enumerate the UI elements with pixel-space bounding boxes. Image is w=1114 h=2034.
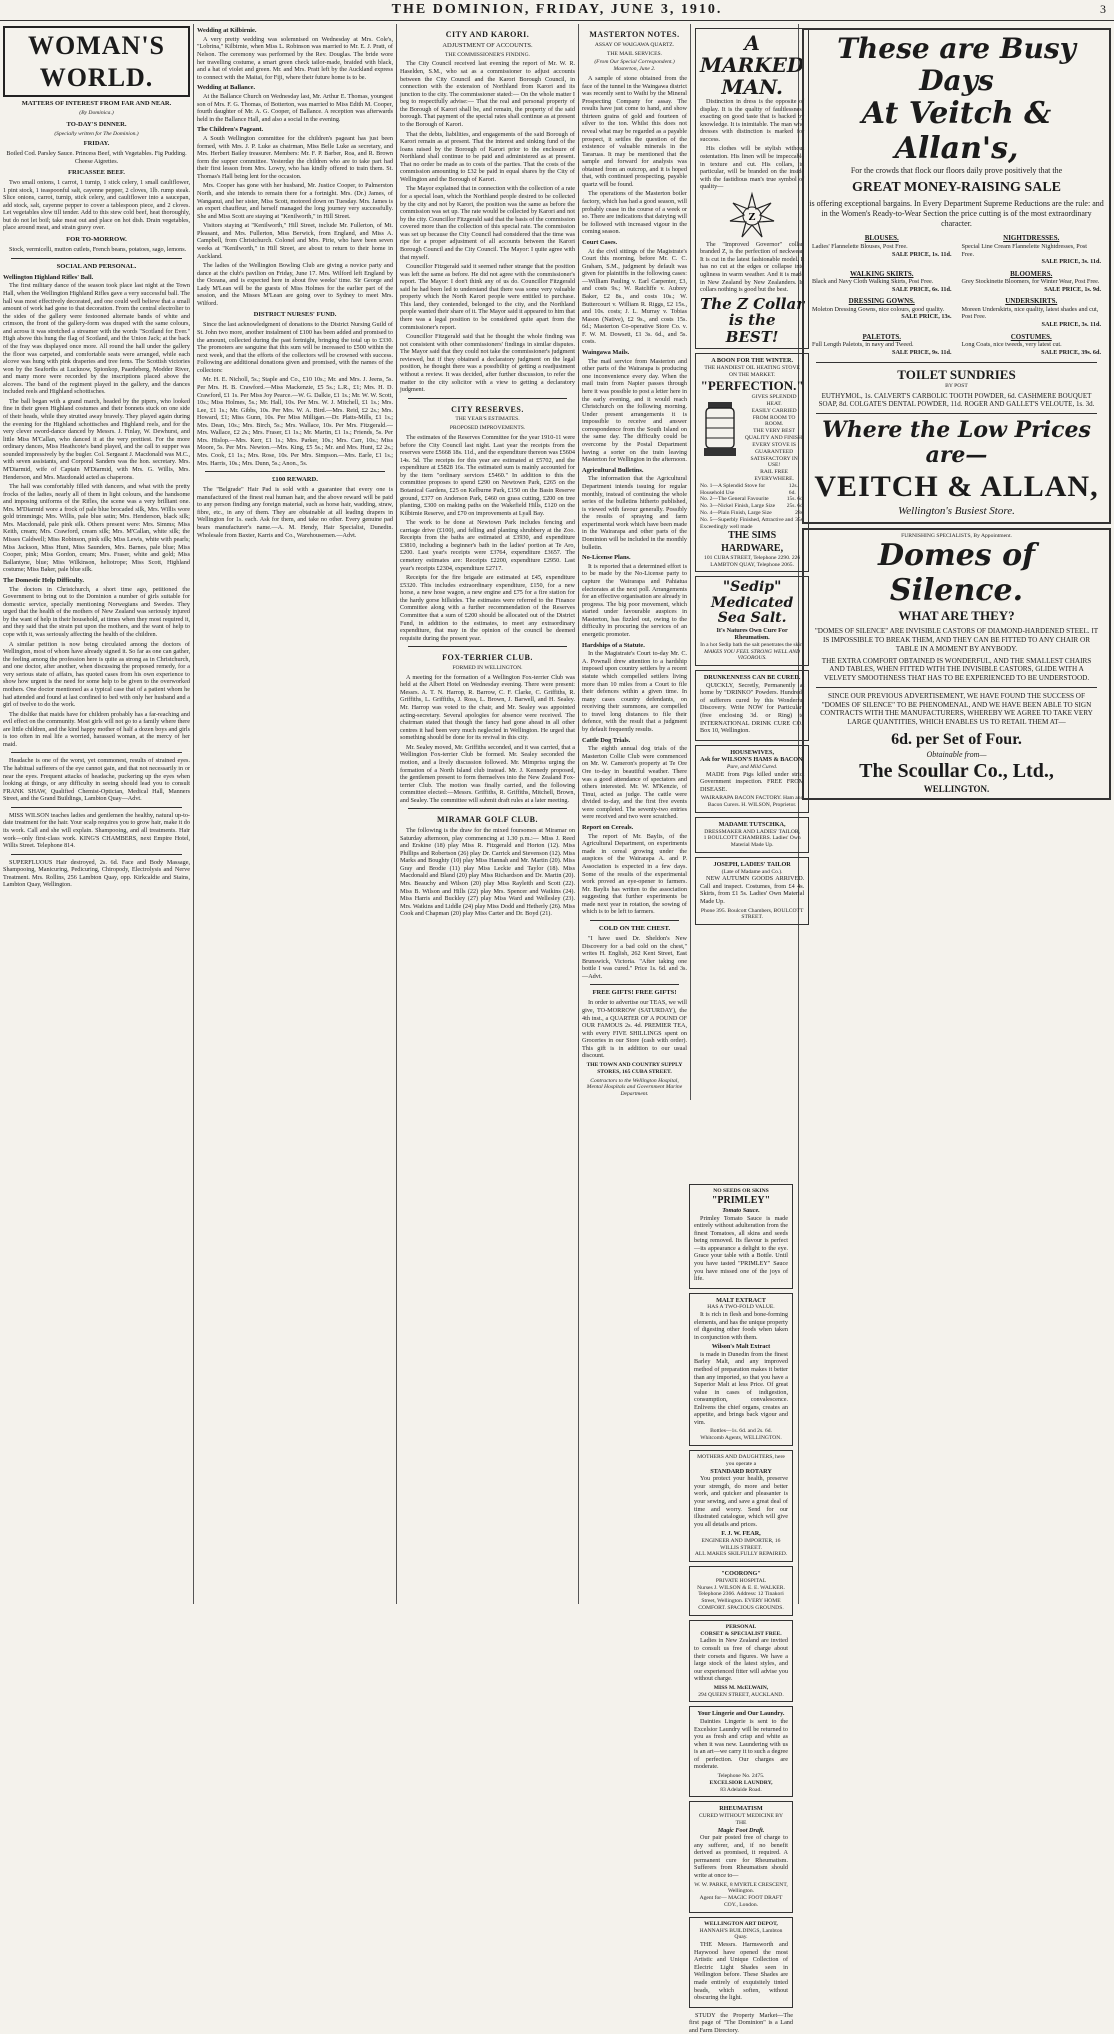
advert-headline: DRUNKENNESS CAN BE CURED. [703,674,801,682]
advert-text: STUDY the Property Market—The first page of "The Dominion" is a Land and Farm Directory. [689,2011,793,2034]
article-note: (Specially written for The Dominion.) [54,131,139,138]
advert-subheading: BY POST [945,383,968,390]
advert-address: 83 Adelaide Road. [720,1786,762,1793]
menu-text: Boiled Cod. Parsley Sauce. Princess Beef, with Vegetables. Fig Pudding. Cheese Aigrettes. [6,149,187,165]
article-subheading: The Domestic Help Difficulty. [3,576,84,584]
article-text: The doctors in Christchurch, a short time ago, petitioned the Government to bring out to the Dominion a number of girls suitable for domestic service, specially mentioning Norwegians and Swedes. They urged that the health of the mothers of New Zealand was seriously injured by the want of help in their household, at times when they most required it, and they said that the strain put upon the mothers, and the want of help to cope with it, was seriously affecting the health of the children. [3,585,190,639]
divider [816,362,1097,363]
article-text: The operations of the Masterton boiler factory, which has had a good season, will probably cease in the course of a week or so. There are indications that dairying will be followed with increased vigour in the coming season. [582,190,687,236]
advert-text: His clothes will be stylish without ostentation. His linen will be impeccable in texture and cut. His collars, in particular, will be branded on the inside with the fastidious man's true symbol of quality— [700,145,805,191]
advert-store: F. J. W. FEAR, [721,1530,761,1538]
article-text: Mrs. Cooper has gone with her husband, Mr. Justice Cooper, to Palmerston North, and she intends to remain there for a fortnight. Mrs. (Dr.) James, of Wanganui, and her sister, Miss Scott, motored down on Tuesday. Mrs. James is an expert chauffeur, and herself managed the long journey very successfully. She and Miss Scott are staying at "Kenilworth," in Hill Street. [197,182,393,220]
advert-text: SUPERFLUOUS Hair destroyed, 2s. 6d. Face and Body Massage, Shampooing, Manicuring, Pedicuring, Chiropody, Electrolysis and Nerve Treatment. Mrs. Rollins, 256 Lambton Quay, opp. Kirkcaldie and Stains, Lambton Quay, Wellington. [3,858,190,889]
article-subheading: Report on Cereals. [582,823,634,831]
advert-tag: Pure, and Mild Cured. [726,763,778,770]
article-subheading: ADJUSTMENT OF ACCOUNTS. [442,41,533,49]
column-masterton [582,24,691,1100]
article-subheading: THE YEAR'S ESTIMATES. [455,416,520,423]
advert-standard-rotary [689,1450,793,1562]
article-subheading: THE MAIL SERVICES. [606,50,663,57]
article-text: Mr. H. E. Nicholl, 5s.; Staple and Co., £10 10s.; Mr. and Mrs. J. Jeens, 5s. Per Mrs. H. B. Crawford.—Miss Mackenzie, £5 5s.; L.R., £1; Mrs. H. D. Crawford, £1 1s. Per Miss Joy Pearce.—W. G. Dalkie, £1 1s.; Mr. W. W. Scott, 10s.; Miss Holmes, 5s.; Mr. Hall, 10s. Per Mrs. W. J. Mitchell, £1 1s.; Mrs. Lee, £1 1s.; Mr. Gibbs, 10s. Per Mrs. W. A. Bird.—Mrs. Reid, £2 2s.; Mrs. Howard, £1; Miss Gunn, 10s. Per Miss Milligan.—Dr. Platts-Mills, £1 1s.; Mrs. Dean, 10s.; Mrs. Birch, 5s.; Mrs. Wallace, 10s. Per Mrs. Fitzgerald.—Mrs. Wallace, £2 2s.; Mrs. Fraser, £1 1s.; Mr. Martin, £1 1s.; Friends, 5s. Per Mrs. Hislop.—Mrs. Kerr, £1 1s.; Mrs. Parker, 10s.; Mrs. Carr, 10s.; Miss Moore, 5s. Per Mrs. Newton.—Mrs. King, £5 5s.; Mr. and Mrs. Hunt, £2 2s.; Mrs. Cook, £1 1s.; Mrs. Rose, 10s. Per Mrs. Simpson.—Mrs. Earle, £1 1s.; Mrs. Harris, 10s.; Mrs. Dunn, 5s.; Anon., 5s. [197,376,393,467]
advert-feature: EASILY CARRIED FROM ROOM TO ROOM. [751,407,797,428]
article-text: That the debts, liabilities, and engagements of the said Borough of Karori remain as at present. That the interest and sinking fund of the loans raised by the Borough of Karori prior to the enclosure of Northland shall continue to be paid and administered as at present. That no order be made as to costs of the parties. That the costs of the commission amounting to £32 be paid in equal shares by the City of Wellington and the Borough of Karori. [400,130,575,183]
advert-text: EUTHYMOL, 1s. CALVERT'S CARBOLIC TOOTH POWDER, 6d. CASHMERE BOUQUET SOAP, 8d. COLGATE'S DENTAL POWDER, 11d. ROGER AND GALLET'S VELOUTE, 1s. 3d. [818,391,1095,409]
advert-store: WAIRARAPA BACON FACTORY. Ham and Bacon Curers. H. WILSON, Proprietor. [700,795,804,809]
advert-product-name: Domes of Silence. [877,538,1036,608]
masthead [0,0,1114,21]
article-text: The eighth annual dog trials of the Masterton Collie Club were commenced on Mr. W. Cameron's property at Te Ore Ore to-day in beautiful weather. There was a good attendance of spectators and others interested. Mr. W. M'Kenzie, of Tinui, acted as judge. The cattle were divided to-day, and the first five events were completed. The seventy-two entries were received and two were scratched. [582,745,687,821]
sale-section-heading: NIGHTDRESSES. [1003,234,1060,243]
article-text: The ladies of the Wellington Bowling Club are giving a novice party and dance at the club's pavilion on Friday, June 17. Mrs. Wilford left England by the Oceana, and is expected here in about five weeks' time. Sir George and Lady M'Lean will be the guests of Miss Holmes for the earlier part of the session, and the Misses M'Lean are going over to Sydney to meet Mrs. Wilford. [197,262,393,307]
article-subheading: ASSAY OF WAIGAWA QUARTZ. [594,41,675,48]
z-star-logo [729,193,775,239]
price-list-item: No. 3—Nickel Finish, Large Size [700,503,776,510]
sale-price: SALE PRICE, 6s. 11d. [892,285,952,293]
byline: (From Our Special Correspondent.) Masterton, June 2. [594,59,675,73]
sale-section [962,234,1102,265]
article-text: The first military dance of the season took place last night at the Town Hall, when the Wellington Highland Rifles gave a very successful ball. The hall was most effectively decorated, and one could well believe that a small amount of work had gone to that decoration. From the central electrolier to the sides of the gallery were festooned alternate bands of white and crimson, the front of the gallery-form was draped with the same colours, and across it was stretched a streamer with the words "Scotland for Ever." High above this hung the flag of Scotland, and the Union Jack; at the back of the fray was displayed once more. All round the hall under the gallery the floor was carpeted, and comfortable seats were arranged, while each alcove was hung with pink draperies and tree ferns. The Scottish victories won by the Seaforths at Lucknow, Spionkop, Paardeberg, Modder River, and many more were recorded by the inscriptions placed above the alcoves. The band of the regiment played in the gallery, and the dances included reels and Highland schottisches. [3,282,190,396]
z-logo-letter: Z [748,210,756,223]
advert-headline: Your Lingerie and Our Laundry. [697,1710,785,1718]
sale-price: SALE PRICE, 13s. [901,313,952,321]
article-heading: TO-DAY'S DINNER. [66,121,127,129]
advert-question: WHAT ARE THEY? [898,608,1015,624]
advert-text: It's Natures Own Cure For Rheumatism. [716,626,788,642]
advert-sedip [695,576,809,666]
spacer [397,1300,403,1606]
price-list-item: No. 5—Superbly Finished, Attractive and Exceedingly well made [700,516,794,530]
article-heading: CITY RESERVES. [451,404,524,414]
price-list-row [700,517,804,531]
advert-product-name: "PRIMLEY" [711,1194,771,1206]
article-text: In the Magistrate's Court to-day Mr. C. A. Pownall drew attention to a hardship imposed upon country settlers by a recent statute which compelled settlers living more than 10 miles from a Court to file their defences within a given time. In many cases country defendants, on receiving their summons, are compelled to travel long distances to file their defence, with the result that a judgment by default frequently results. [582,650,687,733]
advert-art-depot [689,1917,793,2008]
advert-address: HANNAH'S BUILDINGS, Lambton Quay. [699,1927,783,1941]
article-text: A very pretty wedding was solemnised on Wednesday at Mrs. Cole's, "Lobrina," Kilbirnie, when Miss L. Robinson was married to Mr. E. J. Pratt, of Nelson. The ceremony was performed by the Rev. Douglas. The bride wore her travelling costume, a smart green check tailor-made, braided with black, and a hat of violet and green. Mr. and Mrs. Pratt left by the Auckland express to connect with the Maitai, for Fiji, where their future home is to be. [197,35,393,81]
article-subheading: Agricultural Bulletins. [582,466,644,474]
divider [816,687,1097,688]
divider [11,854,182,855]
advert-sale-name: GREAT MONEY-RAISING SALE [851,180,1061,196]
advert-z-collar [695,28,809,349]
sale-section [962,270,1102,294]
article-text: The ball began with a grand march, headed by the pipers, who looked fine in their green Highland costumes and their bonnets stuck on one side of their heads, while they strutted away bravely. They played again during the evening for the Highland schottisches and Highland reels, and for the very clever sword-dance danced by Messrs. J. Finlay, W. Dewhurst, and little Miss M'Callan, who danced it at the very prettiest. For the more ordinary dances, Miss Heathcote's band played, and the call to supper was sounded impressively by the bugler. Col. Sergeant J. Macdonald was M.C., with seven assistants, and Corporal Sanders was the hon. secretary. Mrs. M'Diarmid, wife of Captain M'Diarmid, with Mrs. G. Willis, Mrs. Henderson, and Mrs. Macdonald acted as chaperons. [3,397,190,481]
divider [11,807,182,808]
advert-headline: A MARKED MAN. [700,31,805,99]
advert-price: Bottles—1s. 6d. and 2s. 6d. [710,1428,772,1435]
divider [11,258,182,259]
article-heading: FRICASSEE BEEF. [68,169,125,177]
sale-section-heading: PALETOTS. [862,332,901,341]
advert-headline: "COORONG" [721,1570,761,1578]
advert-product-name: Tomato Sauce. [722,1207,760,1214]
advert-footer: Agent for— MAGIC FOOT DRAFT COY., London. [699,1895,783,1908]
page-number: 3 [1100,2,1106,16]
advert-feature: RAIL FREE EVERYWHERE. [754,469,794,482]
article-subheading: Hardships of a Statute. [582,641,645,649]
advert-text: THE EXTRA COMFORT OBTAINED IS WONDERFUL, AND THE SMALLEST CHAIRS AND TABLES, WHEN FITTED WITH THE INVISIBLE CASTORS, GLIDE WITH A VELVETY SMOOTHNESS THAT HAS TO BE EXPERIENCED TO BE UNDERSTOOD. [821,656,1092,683]
article-text: A sample of stone obtained from the face of the tunnel in the Waingawa district was recently sent to Waihi by the Mineral Prospecting Company for assay. The results have just come to hand, and show thirteen grains of gold and fourteen of silver to the ton. Whilst this does not reveal what may be regarded as a payable prospect, it settles the question of the existence of valuable minerals in the Tararuas. It may be mentioned that the sample and forward for analysis was obtained from an outcrop, and it is hoped that, with continued prospecting, payable quartz will be found. [582,75,687,188]
advert-text: NEW AUTUMN GOODS ARRIVED. Call and inspect. Costumes, from £4 4s. Skirts, from £1 5s. Ladies' Own Material Made Up. [700,875,805,906]
price-list-item: No. 2—The General Favourite [700,496,769,503]
advert-subheading: CURED WITHOUT MEDICINE BY THE [698,1812,784,1826]
advert-product-name: Ask for WILSON'S HAMS & BACON. [700,756,805,764]
article-subheading: Wedding at Kilbirnie. [197,27,257,34]
section-heading: WOMAN'S WORLD. [3,26,190,97]
price-list-price: 15s. 6d. [786,496,805,503]
sale-section [812,270,952,294]
divider [205,471,385,472]
article-heading: COLD ON THE CHEST. [598,924,671,932]
advert-text: Our pair posted free of charge to any sufferer, and, if no benefit derived as promised, it required. A permanent cure for Rheumatism. Sufferers from Rheumatism should write at once to— [694,1834,788,1879]
advert-text: Nurses J. WILSON & E. E. WALKER. [697,1584,785,1591]
column-adverts [695,24,809,1100]
sale-item: Special Line Cream Flannelette Nightdresses, Post Free. [961,242,1087,258]
article-text: Mr. Sealey moved, Mr. Griffiths seconded, and it was carried, that a Wellington Fox-terrier Club be formed. Mr. Sealey seconded the motion, and a lively discussion followed. Mr. Mimpriss urging the formation of a North Island club instead. Mr. J. Kennedy proposed, the gentlemen present to form themselves into the New Zealand Fox-terrier Club. The motion was finally carried, and the following committee elected:—Messrs. Griffiths, R. Griffiths, Mitchell, Brown, and Sealey. The committee will submit draft rules at a later meeting. [400,743,575,804]
article-text: The following is the draw for the mixed foursomes at Miramar on Saturday afternoon, play commencing at 1.30 p.m.:— Miss J. Reed and Erskine (18) play Miss R. Fitzgerald and Horton (12). Miss Phillips and Robertson (26) play Dr. Carrick and Stevenson (12). Miss Marks and Boughty (10) play Miss Hannah and Mr. Martin (20). Miss Gray and Brodie (11) play Miss Leckie and Taylor (18). Miss Macdonald and Bland (20) play Miss Richardson and Dr. Martin (20). Mrs. Beauchy and Wilson (20) play Miss Rayleith and Scott (22). Miss B. Wilson and Hills (22) play Mrs. Spencer and Watkins (24). Miss Harris and Buckley (27) play Miss Ward and Wellesley (23). Mrs. Watkins and Liddle (24) play Miss Dodd and Hetherly (26). Miss Cook and Chapman (20) play Miss Carter and Dr. Boyd (21). [400,827,575,918]
advert-domes-of-silence [802,528,1111,800]
divider [590,984,679,985]
article-text: The estimates of the Reserves Committee for the year 1910-11 were before the City Council last night. Last year the receipts from the reserves were £5668 18s. 11d., and the expenditure thereon was £5604 14s. 5d. The receipts for this year are estimated at £5702, and the expenditure at £5828 16s. The estimated sum is mainly accounted for by the item "ordinary services £5460." In addition to this the committee proposes to spend £290 on Newtown Park, £265 on the Botanical Gardens, £25 on Kelburne Park, £150 on the Basin Reserve ground, £377 on Anderson Park, £460 on grass cutting, £200 on tree planting, £300 on making paths on the Wakefield Hills, £120 on the Kilbirnie Reserve, and £70 on improvements at Lyall Bay. [400,434,575,517]
sale-item: Grey Stockinette Bloomers, for Winter Wear, Post Free. [961,278,1100,286]
sale-section-heading: COSTUMES. [1010,332,1052,341]
advert-text: In a hot Sedip bath the salt penetrates the skin. [700,641,805,648]
divider [408,398,567,399]
divider [590,920,679,921]
advert-text: "DOMES OF SILENCE" ARE INVISIBLE CASTORS OF DIAMOND-HARDENED STEEL. IT IS IMPOSSIBLE TO BREAK THEM, AND THEY CAN BE FITTED TO ANY CHAIR OR TABLE IN A MOMENT BY ANYBODY. [814,627,1099,653]
advert-subheading: DRESSMAKER AND LADIES' TAILOR, [704,828,801,835]
advert-product-name: Magic Foot Draft. [717,1826,765,1834]
article-text: The work to be done at Newtown Park includes fencing and carriage drive (£100), and felling and planting shrubbery at the Zoo. Receipts from the baths are estimated at £3930, and expenditure £3810, including a beginner's bath in the ladies' portion at Te Aro, £200. Last year's receipts were £3764, expenditure £3657. The cemetery estimates are: Receipts £2200, expenditure £2950. Last year's receipts £2304, expenditure £2717. [400,519,575,572]
advert-city: WELLINGTON. [923,783,990,794]
advert-feature: GIVES SPLENDID HEAT. [751,394,797,408]
sale-section-heading: BLOUSES. [864,234,899,243]
advert-text: Obtainable from— [926,749,987,759]
article-text: At the Ballance Church on Wednesday last, Mr. Arthur E. Thomas, youngest son of Mrs. F. G. Thomas, of Botterton, was married to Miss Edith M. Cooper, fourth daughter of Mr. A. G. Cooper, of Ballance. A reception was afterwards held in the Ballance Hall, and also a social in the evening. [197,93,393,123]
price-list-price: 35s. [795,516,805,523]
advert-headline: MOTHERS AND DAUGHTERS, here you operate a [697,1454,785,1467]
advert-tutschka [695,817,809,853]
advert-headline: MALT EXTRACT [716,1296,766,1304]
advert-address: ENGINEER AND IMPORTER, 16 WILLIS STREET. [701,1537,781,1551]
advert-footer: ALL MAKES SKILFULLY REPAIRED. [694,1551,788,1558]
advert-tagline: Wellington's Busiest Store. [898,505,1015,518]
article-subheading: The Children's Pageant. [197,126,264,134]
article-text: Since the last acknowledgment of donations to the District Nursing Guild of St. John two more, another instalment of £100 has been added and promised to the amount, collected during the past fortnight, bringing the total up to £330. The promoters are sanguine that this sum will be increased to £500 within the next week, and that the efforts of the collectors will be crowned with success. Following are additional donations given and promised, with the names of the collectors: [197,321,393,374]
menu-day: FRIDAY. [83,140,110,148]
advert-headline: PERSONAL [725,1623,757,1630]
advert-address: Whitcomb Agents, WELLINGTON. [700,1435,782,1442]
advert-address: 1 BOULCOTT CHAMBERS. Ladies' Own Material Made Up. [703,835,801,849]
article-subheading: PROPOSED IMPROVEMENTS. [449,425,526,432]
advert-text: Primley Tomato Sauce is made entirely without adulteration from the finest Tomatoes, all skins and seeds being removed. Its flavour is perfect—its appearance a delight to the eye. Grace your table with a Bottle. Until you have tasted "PRIMLEY" Sauce you have missed one of the joys of life. [694,1214,788,1283]
price-list-item: No. 1—A Splendid Stove for Household Use [700,482,766,496]
advert-product-name: "PERFECTION." [700,378,804,394]
advert-text: For the crowds that flock our floors daily prove positively that the [850,166,1063,176]
sale-item: Moreen Underskirts, nice quality, latest shades and cut, Post Free. [961,305,1099,321]
article-subheading: Cattle Dog Trials. [582,736,631,744]
advert-subheading: THE HANDIEST OIL HEATING STOVE ON THE MARKET. [704,364,800,378]
article-text: A South Wellington committee for the children's pageant has just been formed, with Mrs. J. P. Luke as chairman, Miss Belle Luke as secretary, and Mrs. Herbert Bailey treasurer. Members: Mr. F. P. Barber, Roa, and R. Brown form the supper committee. Yesterday the children who are to take part had their first lesson from Mrs. Lowry, who has kindly offered to train them. St. Thomas's Hall being lent for the occasion. [197,135,393,180]
sale-section [812,297,952,328]
sale-item: Long Coats, nice tweeds, very latest cut. [961,341,1062,349]
advert-headline: HOUSEWIVES, [730,748,775,756]
advert-store-name: The Scoullar Co., Ltd., [859,760,1054,783]
advert-headline: MADAME TUTSCHKA, [718,820,786,828]
advert-product-name: "Sedip" Medicated Sea Salt. [710,579,794,627]
advert-price: 6d. per Set of Four. [891,731,1022,749]
price-list-row [700,483,804,497]
advert-product-name: CORSET & SPECIALIST FREE. [700,1630,782,1637]
sale-section-heading: UNDERSKIRTS. [1005,297,1058,306]
article-text: Two small onions, 1 carrot, 1 turnip, 1 stick celery, 1 small cauliflower, 1 pint stock, 1 teaspoonful salt, cayenne pepper, 2 cloves, 1lb. rump steak. Slice onions, carrot, turnip, stick celery, and cauliflower into a saucepan, add stock, salt, cayenne pepper to cover a tablespoon piece, and 2 cloves. Let vegetables slow till tender. Add to this stew cold beef, heat thoroughly, but do not let boil; take meat out and place on hot dish. Drain vegetables, place around meat, and strain gravy over. [3,179,190,232]
advert-text: is offering exceptional bargains. In Every Department Supreme Reductions are the rule: and in the Women's Ready-to-Wear Section the price cutting is of the most extraordinary character. [809,199,1104,228]
article-text: The City Council received last evening the report of Mr. W. R. Haselden, S.M., who sat as a commissioner to adjust accounts between the City Council and the Karori Borough Council, in connection with the extension of Northland from Karori and its junction to the city. The commissioner stated:— On the whole matter I beg to respectfully advise:— That the real and personal property of the Borough of Karori shall be, and remain, the property of the said borough. That payment of the special rates shall continue as at present to the Borough of Karori. [400,60,575,128]
advert-headline: At Veitch & Allan's, [861,96,1052,166]
article-text: The information that the Agricultural Department intends issuing for regular monthly, instead of continuing the whole series of the bulletins hitherto published, is viewed with favour generally. Possibly the results of spraying and farm experimental work which have been made in the Wairarapa and other parts of the Dominion will be included in the monthly bulletin. [582,475,687,551]
advert-text: Distinction in dress is the opposite of display. It is the quality of faultlessness exacting on good taste that is backed by knowledge. It is inimitable. The man who dresses with distinction is marked for success. [700,98,805,143]
article-heading: SOCIAL AND PERSONAL. [56,262,137,270]
masthead-title: THE DOMINION, FRIDAY, JUNE 3, 1910. [391,2,723,17]
article-text: Receipts for the fire brigade are estimated at £45, expenditure £5320. This includes extraordinary expenditure, £150, for a new horse, a new hose wagon, a new engine and £75 for a fire station for the hardy gorse hillsides. The estimates were referred to the Finance Committee along with a further recommendation of the Reserves Committee that a sum of £200 should be allocated out of the District Fund, in addition to the estimates, to meet any extraordinary expenditure, that may in the opinion of the council be deemed requisite during the present year. [400,574,575,642]
article-heading: FREE GIFTS! FREE GIFTS! [592,989,677,997]
section-subheading: MATTERS OF INTEREST FROM FAR AND NEAR. [21,100,172,108]
price-list-row [700,496,804,503]
price-list [700,483,804,531]
article-text: It is reported that a determined effort is to be made by the No-License party to capture the Wairarapa and Pahiatua electorates at the next poll. Arrangements for an effective organisation are already in progress. The big poor movement, which started under favourable auspices in Masterton, has fizzled out, owing to the difficulty in procuring the services of an energetic promoter. [582,562,687,638]
advert-address: 294 QUEEN STREET, AUCKLAND. [698,1691,784,1698]
advert-joseph [695,857,809,925]
sale-price: SALE PRICE, 3s. 11d. [1041,320,1101,328]
advert-headline: TOILET SUNDRIES [897,367,1016,383]
advert-feature: EVERY STOVE IS GUARANTEED SATISFACTORY IN USE! [750,441,798,469]
advert-subheading: (Late of Madame and Co.). [721,868,783,875]
advert-address: 101 CUBA STREET, Telephone 2290. 226 LAMBTON QUAY, Telephone 2065. [704,554,801,568]
article-heading: DISTRICT NURSES' FUND. [253,311,337,319]
byline: (By Dominica.) [79,110,114,117]
advert-text: In order to advertise our TEAS, we will give, TO-MORROW (SATURDAY), the 4th inst., a QUARTER OF A POUND OF OUR FAMOUS 2s. 4d. PREMIER TEA, with every FIVE SHILLINGS spent on Groceries in our Store (cash with order). This gift is in addition to our usual discount. [582,999,687,1060]
price-list-row [700,510,804,517]
advert-rheumatism [689,1801,793,1912]
sale-section-heading: BLOOMERS. [1010,269,1053,278]
advert-headline: WELLINGTON ART DEPOT, [704,1920,778,1927]
sale-price: SALE PRICE, 39s. 6d. [1041,348,1101,356]
advert-text: is made in Dunedin from the finest Barley Malt, and any improved method of preparation makes it better than any imported, so that you have a Superior Malt at less Price. Of great value in cases of indigestion, consumption, convalescence. Enlivens the chief organs, creates an appetite, and brings back vigour and vim. [694,1350,788,1426]
advert-headline: JOSEPH, LADIES' TAILOR [713,860,791,868]
article-heading: FOR TO-MORROW. [66,236,127,244]
advert-text: SINCE OUR PREVIOUS ADVERTISEMENT, WE HAVE FOUND THE SUCCESS OF "DOMES OF SILENCE" TO BE PHENOMENAL, AND WE HAVE BEEN ABLE TO SIGN CONTRACTS WITH THE MANUFACTURERS, WHEREBY WE AGREE TO TAKE VERY LARGE QUANTITIES, WHICH ENABLES US TO RETAIL THEM AT— [820,691,1093,727]
price-list-price: 12s. 6d. [788,482,798,496]
stove-illustration-icon [700,398,740,462]
advert-veitch-allan-sale [802,28,1111,524]
advert-feature: THE VERY BEST QUALITY AND FINISH. [744,428,804,442]
sale-item: Moleton Dressing Gowns, nice colours, good quality. [812,305,945,313]
sale-price: SALE PRICE, 1s. 11d. [892,250,952,258]
article-text: Stock, vermicelli, mutton cutlets, French beans, potatoes, sago, lemons. [9,246,187,254]
advert-headline: These are Busy Days [837,32,1076,98]
sale-item: Black and Navy Cloth Walking Skirts, Post Free. [812,278,934,286]
price-list-price: 25s. 6d. [786,503,805,510]
advert-store: THE TOWN AND COUNTRY SUPPLY STORES, 165 CUBA STREET. [586,1061,683,1075]
article-heading: MIRAMAR GOLF CLUB. [437,815,538,825]
advert-drunkenness [695,670,809,741]
advert-text: MISS WILSON teaches ladies and gentlemen the healthy, natural up-to-date treatment for the hair. Your scalp requires you to grow hair, make it do its work. Call and she will explain. Shampooing, and all treatments. Hair work—only first-class work. KING'S CHAMBERS, next Empire Hotel, Willis Street. Telephone 814. [3,811,190,850]
advert-corset-specialist [689,1620,793,1703]
advert-store: EXCELSIOR LAUNDRY, [709,1779,773,1786]
article-text: The report of Mr. Baylis, of the Agricultural Department, on experiments made in cereal growing under the auspices of the Wairarapa A. and P. Association is expected in a few days. Some of the results of the experimental work proved an eye-opener to farmers. Mr. Baylis has written to the association suggesting that further experiments be made next year in rotation, the sowing of which is to be left to farmers. [582,832,687,916]
article-heading: FOX-TERRIER CLUB. [442,653,533,663]
article-text: The Mayor explained that in connection with the collection of a rate for a special loan, which the Northland people desired to be collected by the city and not by Karori, the position was the same as before the commission was set up. The rate would be collected by Karori and not by the city. Councillor Fitzgerald said that the basis of the commission covered more than the collection of this special rate. The commission was set up because the City Council had considered that the time was ripe for a proper adjustment of all accounts between the Karori Borough Council and the City Council. The Mayor: I quite agree with that myself. [400,185,575,261]
article-subheading: Waingawa Mails. [582,348,630,356]
advert-store-name: VEITCH & ALLAN, [814,469,1099,503]
price-list-row [700,503,804,510]
advert-text: QUICKLY, Secretly, Permanently at home by "DRINKO" Powders. Hundreds of sufferers cured by this Wonderful Discovery. Write NOW for Particulars (free enclosing 3d. or Ring) to INTERNATIONAL DRINK CURE CO., Box 10, Wellington. [700,681,805,735]
advert-text: THE Messrs. Harmsworth and Haywood have opened the most Artistic and Unique Collection of Electric Light Shades seen in Wellington before. These Shades are made entirely of exquisitely tinted beads, which soften, without obscuring the light. [694,1941,788,2002]
advert-text: "I have used Dr. Sheldon's New Discovery for a bad cold on the chest," writes H. English, 262 Kent Street, East Brunswick, Victoria. "After taking one bottle I was cured." Price 1s. 6d. and 3s.—Advt. [582,934,687,980]
advert-slogan: The Z Collar is the BEST! [700,294,805,346]
advert-headline: RHEUMATISM [719,1805,763,1813]
sale-item: Full Length Paletots, in navy and Tweed. [812,341,914,349]
column-city [397,24,578,1606]
advert-address: Phone 395. Boulcott Chambers, BOULCOTT STREET. [700,907,804,921]
sale-section [812,234,952,265]
advert-headline: Where the Low Prices are— [822,416,1091,469]
advert-text: You protect your health, preserve your strength, do more and better work, and quicker and pleasanter is your sewing, and save a great deal of time and worry. Send for our illustrated catalogue, which will give you all details and prices. [694,1475,788,1528]
article-text: The hall was comfortably filled with dancers, and what with the pretty frocks of the ladies, nearly all of them in light colours, and the handsome and imposing uniforms of the Rifles, the scene was a very brilliant one. Mrs. M'Diarmid wore a frock of pale blue brocaded silk, Mrs. Willis wore gold trimmings; Mrs. Willis, pale blue satin; Mrs. Henderson, black silk; Mrs. Macdonald, pale pink silk. Others present were: Mrs. Simms; Miss Keith, cream; Mrs. Crawford, cream silk; Mrs. M'Callan, white silk; the Misses Caldwell; Miss Robinson, pink silk; Miss Lewis, white with pearls; Miss Jackson, Miss Hunt, Miss Saunders, Mrs. Barnes, pale blue; Miss Cooper, pink; Miss Gordon, cream; Mrs. Fraser, white and gold; Miss Ballantyne, blue; Miss Wilkinson, heliotrope; Miss Scott, Highland costume; Miss Baker, pale blue silk. [3,483,190,574]
advert-subheading: FURNISHING SPECIALISTS, By Appointment. [901,532,1012,539]
article-subheading: FORMED IN WELLINGTON. [452,664,523,671]
advert-text: MADE from Pigs killed under strict Government inspection. FREE FROM DISEASE. [700,770,805,793]
article-subheading: Wedding at Ballance. [197,84,256,92]
article-text: The mail service from Masterton and other parts of the Wairarapa is producing one inconvenience every day. When the mail train from Napier passes through here it was possible to post a letter here in the early evening, and it would reach Christchurch on the following morning. Under present arrangements it is impossible to receive and answer correspondence from the South Island on the same day. The difficulty could be overcome by the Postal Department having a sorter on the train leaving Masterton for Wellington in the afternoon. [582,357,687,464]
advert-text: Ladies in New Zealand are invited to consult us free of charge about their corsets and figures. We have a large stock of the latest styles, and our experienced fitter will advise you without charge. [694,1637,788,1683]
column-womans-world [0,24,193,1606]
article-subheading: Court Cases. [582,238,618,246]
advert-store: THE SIMS HARDWARE, [721,530,784,554]
sale-price: SALE PRICE, 1s. 9d. [1044,285,1101,293]
article-heading: MASTERTON NOTES. [589,30,680,39]
advert-headline: NO SEEDS OR SKINS [713,1188,769,1194]
advert-coorong [689,1566,793,1616]
advert-text: MAKES YOU FEEL STRONG WELL AND VIGOROUS. [704,648,801,662]
advert-telephone: Telephone No. 2475. [717,1772,765,1779]
divider [408,646,567,647]
article-text: A similar petition is now being circulated among the doctors of Wellington, most of whom have already signed it. So far as one can gather, the feeling among the profession here is quite as strong as in Christchurch, and one doctor, after another, when discussing the proposed remedy, for a very serious state of affairs, has quoted cases from his own experience to show how urgent is the need for some help to be given to the overworked mothers. One doctor mentioned as a typical case that of a patient whom he had attended and found at last confined to bed with only her husband and a girl of twelve to do the work. [3,640,190,709]
price-list-item: No. 4—Plain Finish, Large Size [700,510,772,517]
article-text: At the civil sittings of the Magistrate's Court this morning, before Mr. C. C. Graham, S.M., judgment by default was given for plaintiffs in the following cases:—William Pauling v. Earl Carpenter, £3, and costs 9s.; W. Ratcliffe v. Aubrey Baker, £2 8s., and costs 10s.; W. Buttercourt v. William R. Riggs, £2 15s., and 10s. costs; J. L. Murray v. Tobias Mason (Native), £2 9s., and costs 15s. 6d.; Masterton Co-operative Store Co. v. F. W. M. Dowsett, £1 3s. 6d., and 5s. costs. [582,247,687,346]
article-text: Visitors staying at "Kenilworth," Hill Street, include Mr. Fullerton, of Mt. Pleasant, and Mrs. Fullerton, Miss Berwick, from England, and Miss A. Campbell, from Christchurch. Colonel and Mrs. Pirie, who have been seven weeks at "Kenilworth," in Hill Street, are about to return to their home in Auckland. [197,222,393,260]
article-text: Councillor Fitzgerald said that he thought the whole finding was not consistent with other commissioners' findings in similar disputes. The Mayor said that they could not take the commissioner's judgment reviewed, but if they obtained a declaratory judgment on the legal position, he thought there was a possibility of getting a readjustment without a review. It was decided, after further discussion, to refer the matter to the city solicitor with a view to getting a declaratory judgment. [400,333,575,394]
advert-store: MISS M. McELWAIN, [713,1684,769,1691]
sale-items-grid [812,234,1101,356]
advert-text: The "Improved Governor" collar, branded Z, is the perfection of neckwear. It is cut in the latest fashionable model. It has no cut at the edges or collapse into ugliness in warm weather. And it is made in New Zealand by New Zealanders. In collars nothing is good but the best. [700,240,805,294]
advert-perfection-stove [695,353,809,572]
small-adverts-stack [687,1180,795,2034]
article-heading: CITY AND KARORI. [445,30,530,39]
sale-price: SALE PRICE, 9s. 11d. [892,348,952,356]
advert-text: It is rich in flesh and bone-forming elements, and has the unique property of digesting other foods when taken in conjunction with them. [694,1311,788,1341]
advert-subheading: PRIVATE HOSPITAL [715,1577,767,1584]
article-subheading: Wellington Highland Rifles' Ball. [3,273,94,281]
advert-headline: A BOON FOR THE WINTER. [711,357,794,365]
advert-text: Dainties Lingerie is sent to the Excelsior Laundry will be returned to you as fresh and crisp and white as when it was new. Laundering with us is an art—we carry it to such a degree of perfection. Our charges are moderate. [694,1718,788,1771]
sale-section [962,333,1102,357]
advert-excelsior-laundry [689,1706,793,1797]
advert-store: W. W. PARKE, 8 MYRTLE CRESCENT, Wellington. [694,1881,788,1895]
article-text: A meeting for the formation of a Wellington Fox-terrier Club was held at the Albert Hotel on Wednesday evening. There were present: Messrs. A. T. N. Harrop, R. Barrow, C. F. Clarke, C. Griffiths, R. Griffiths, L. Griffiths, J. Ross, L. Brown, J. Barwell, and H. Sealey. Mr. Harrop was voted to the chair, and Mr. Sealey was appointed acting-secretary. Several apologies for absence were received. The chairman stated that though the fancy had gone ahead in all other centres it had been very much neglected in Wellington. He urged that something should be done for its revival in this city. [400,673,575,742]
column-social [194,24,396,1606]
advert-subheading: HAS A TWO-FOLD VALUE. [707,1304,775,1311]
price-list-price: 28s. [795,510,805,517]
advert-footer: Contractors to the Wellington Hospital, Mental Hospitals and Government Marine Department. [586,1077,683,1098]
article-heading: £100 REWARD. [272,476,318,484]
sale-section [962,297,1102,328]
article-text: The dislike that maids have for children probably has a far-reaching and evil effect on the community. Most girls will not go to a family where there are little children, and the kind happy mother of half a dozen boys and girls is too often in real life a worried, harassed woman, at the mercy of her maid. [3,710,190,748]
advert-address: Telephone 2366. Address: 12 Tinakori Street, Wellington. EVERY HOME COMFORT. SPACIOUS GROUNDS. [698,1591,784,1611]
advert-product-name: STANDARD ROTARY [710,1467,772,1475]
divider [408,808,567,809]
divider [11,752,182,753]
advert-malt-extract [689,1293,793,1446]
advert-text: Headache is one of the worst, yet commonest, results of strained eyes. The habitual sufferers of the eye cannot gain, and that not necessarily in or near the eyes. Frequent attacks of headache, puckering up the eyes when looking at things, or any difficulty in seeing should lead you to consult FRANK SHAW, Qualified Chemist-Optician, Medical Hall, Manners Street, and the Grand Buildings, Lambton Quay—Advt. [3,757,190,803]
advert-wilsons-hams [695,745,809,813]
article-subheading: THE COMMISSIONER'S FINDING. [444,51,531,58]
advert-product-name: Wilson's Malt Extract [711,1343,771,1351]
sale-item: Ladies' Flannelette Blouses, Post Free. [812,242,908,250]
divider [816,413,1097,414]
article-subheading: No-License Plans. [582,554,631,562]
sale-section [812,333,952,357]
sale-section-heading: WALKING SKIRTS. [849,269,914,278]
advert-text: The "Belgrade" Hair Pad is sold with a guarantee that every one is manufactured of the finest real human hair, and the above reward will be paid to any person finding any foreign material, such as horse hair, wadding, straw, fibre, etc., in any of them. They are obtainable at all leading drapers in Wellington for 1s. each. Ask for them, and take no other. Every genuine pad bears manufacturer's name.—A. M. Hendy, Hair Specialist, Dunedin. Wholesale from Baxter, Karris and Co., Warehousemen.—Advt. [197,486,393,539]
article-text: Councillor Fitzgerald said it seemed rather strange that the position was left the same as before. He did not agree with the commissioner's report. The Mayor: I don't think any of us do. Councillor Fitzgerald said he had been led to understand that there was some very valuable property which the North Karori people were entitled to purchase. This land, they contended, belonged to the city, and the Northland people wanted their share of it. The Mayor said it appeared to him that there was a legal position to be considered quite apart from the commissioner's report. [400,263,575,331]
sale-section-heading: DRESSING GOWNS. [848,297,915,306]
advert-primley [689,1184,793,1289]
column-veitch-allan [799,24,1114,1606]
sale-price: SALE PRICE, 3s. 11d. [1041,258,1101,266]
